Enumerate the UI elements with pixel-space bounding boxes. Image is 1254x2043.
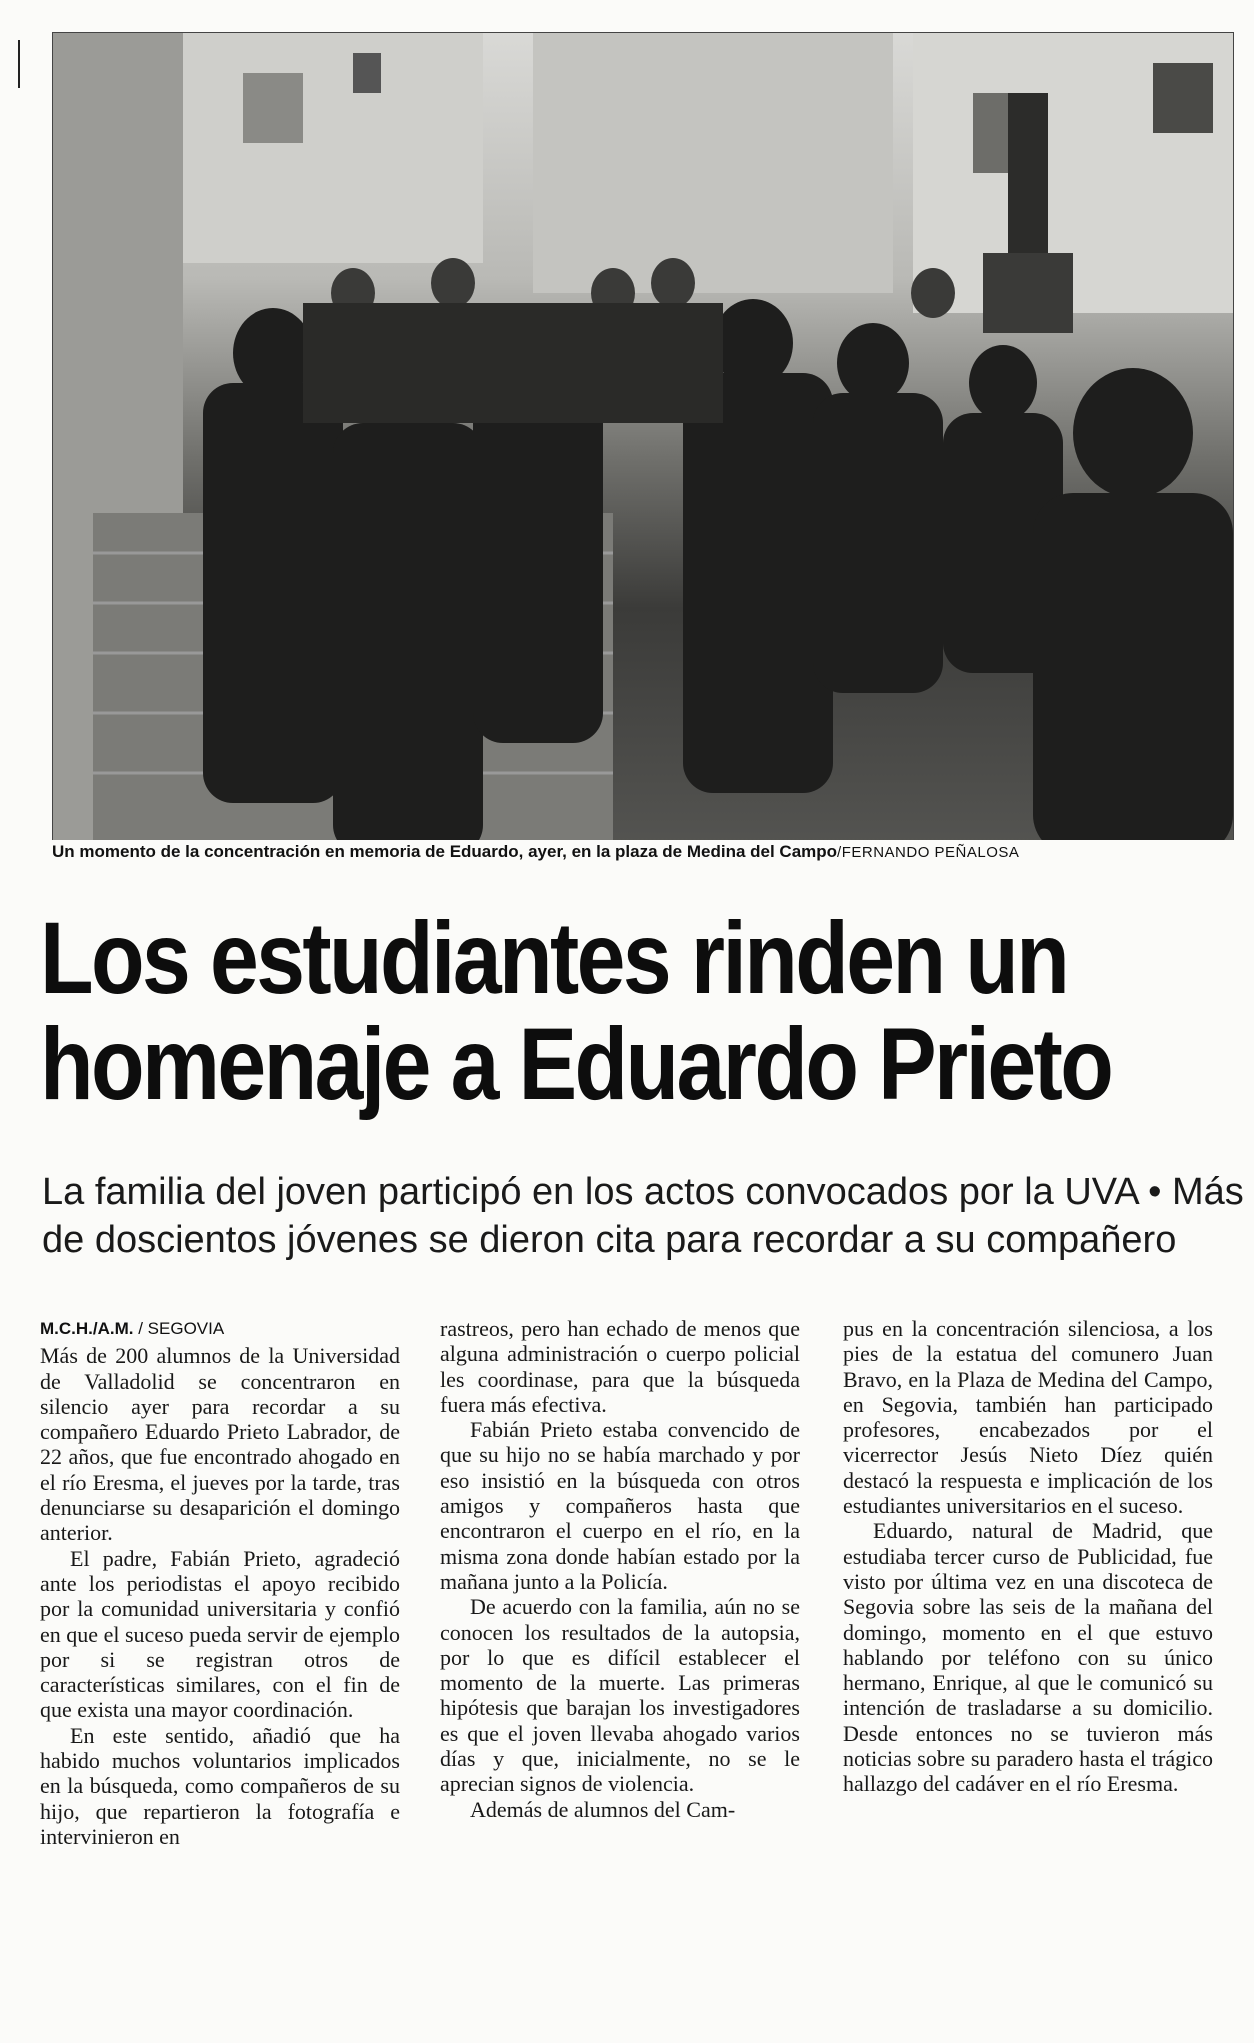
- subheadline: [42, 1168, 1244, 1264]
- paragraph: pus en la concentración silenciosa, a los pies de la estatua del comunero Juan Bravo, en la Plaza de Medina del Campo, en Segovia, también han participado profesores, encabezados por el vicerrector Jesús Nieto Díez quién destacó la respuesta e implicación de los estudiantes universitarios en el suceso.: [843, 1316, 1213, 1519]
- caption-text: Un momento de la concentración en memoria de Eduardo, ayer, en la plaza de Medina del Campo: [52, 842, 838, 861]
- crowd-photo: [52, 32, 1234, 856]
- headline-line-1: Los estudiantes rinden un: [40, 901, 1068, 1015]
- paragraph: En este sentido, añadió que ha habido muchos voluntarios implicados en la búsqueda, como compañeros de su hijo, que repartieron la fotografía e intervinieron en: [40, 1722, 400, 1849]
- paragraph: Más de 200 alumnos de la Universidad de Valladolid se concentraron en silencio ayer para recordar a su compañero Eduardo Prieto Labrador, de 22 años, que fue encontrado ahogado en el río Eresma, el jueves por la tarde, tras denunciarse su desaparición el domingo anterior.: [40, 1343, 400, 1546]
- paragraph: Eduardo, natural de Madrid, que estudiaba tercer curso de Publicidad, fue visto por última vez en una discoteca de Segovia sobre las seis de la mañana del domingo, momento en el que estuvo hablando por teléfono con su único hermano, Enrique, al que le comunicó su intención de trasladarse a su domicilio. Desde entonces no se tuvieron más noticias sobre su paradero hasta el trágico hallazgo del cadáver en el río Eresma.: [843, 1518, 1213, 1797]
- article-column-1: [40, 1316, 400, 1849]
- photo-credit: /FERNANDO PEÑALOSA: [837, 844, 1020, 861]
- subhead-line-2: de doscientos jóvenes se dieron cita para recordar a su compañero: [42, 1219, 1177, 1261]
- byline-author: M.C.H./A.M.: [40, 1319, 134, 1338]
- article-column-2: [440, 1316, 800, 1822]
- byline: [40, 1316, 400, 1341]
- crowd-photo-illustration: [53, 33, 1233, 855]
- paragraph: De acuerdo con la familia, aún no se conocen los resultados de la autopsia, por lo que es difícil establecer el momento de la muerte. Las primeras hipótesis que barajan los investigadores es que el joven llevaba ahogado varios días y que, inicialmente, no se le aprecian signos de violencia.: [440, 1594, 800, 1797]
- paragraph: rastreos, pero han echado de menos que alguna administración o cuerpo policial les coordinase, para que la búsqueda fuera más efectiva.: [440, 1316, 800, 1417]
- photo-caption: [46, 840, 1248, 864]
- paragraph: Además de alumnos del Cam-: [470, 1796, 736, 1822]
- headline-line-2: homenaje a Eduardo Prieto: [40, 1007, 1112, 1121]
- paragraph: Fabián Prieto estaba convencido de que su hijo no se había marchado y por eso insistió en la búsqueda con otros amigos y compañeros hasta que encontraron el cuerpo en el río, en la misma zona donde habían estado por la mañana junto a la Policía.: [440, 1417, 800, 1594]
- article-column-3: [843, 1316, 1213, 1797]
- subhead-line-1: La familia del joven participó en los actos convocados por la UVA • Más: [42, 1171, 1244, 1213]
- headline: [40, 901, 1112, 1121]
- paragraph: El padre, Fabián Prieto, agradeció ante los periodistas el apoyo recibido por la comunidad universitaria y confió en que el suceso pueda servir de ejemplo por si se registran otros de características similares, con el fin de que exista una mayor coordinación.: [40, 1545, 400, 1723]
- scan-edge-mark: [18, 40, 20, 88]
- byline-place: / SEGOVIA: [133, 1319, 225, 1338]
